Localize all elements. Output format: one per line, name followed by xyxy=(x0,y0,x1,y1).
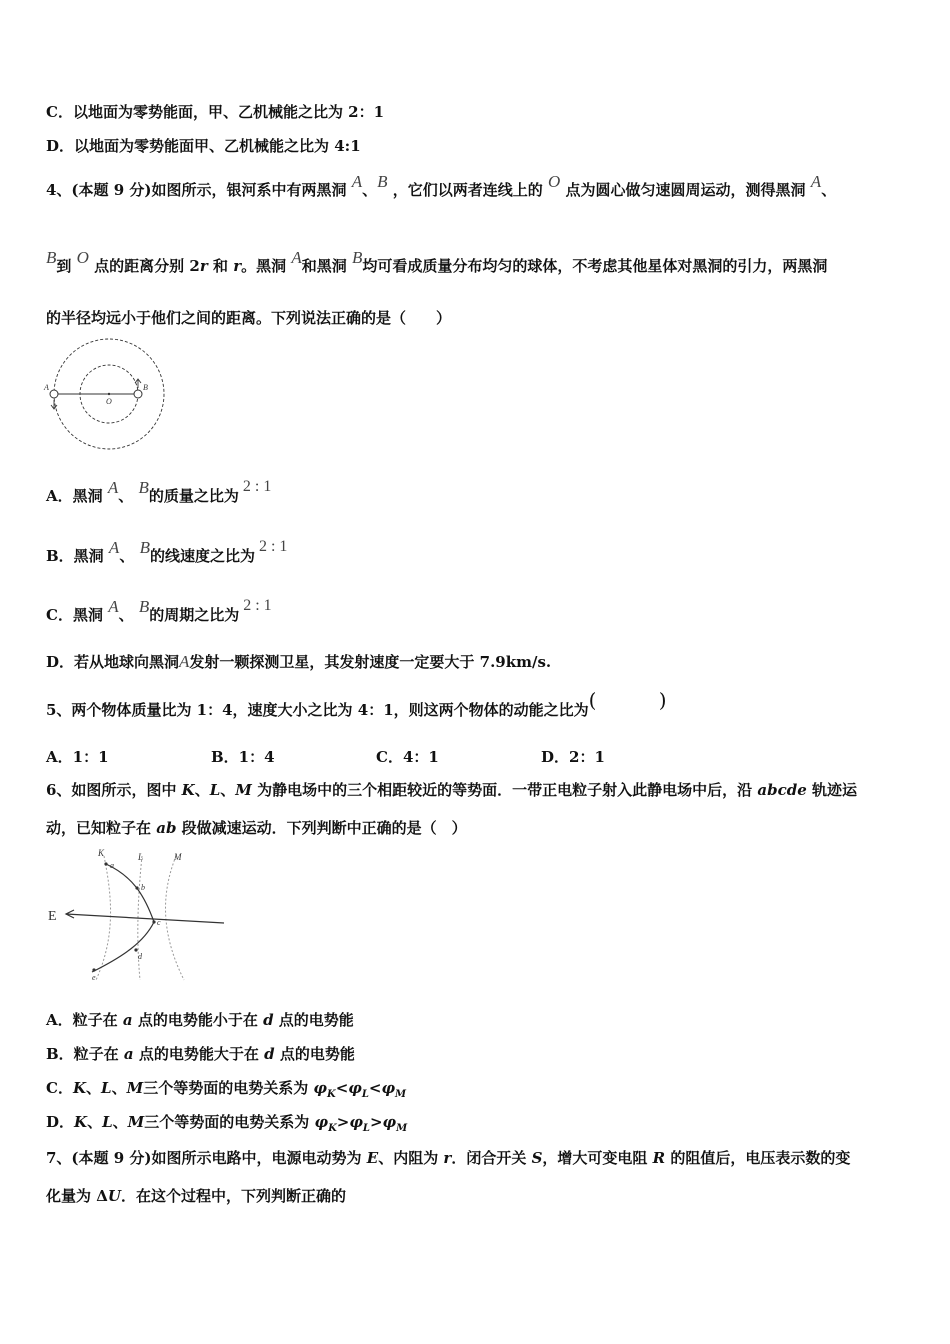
surface-k xyxy=(96,856,111,980)
label-d: d xyxy=(138,952,142,961)
q4-stem-line2: B到 O 点的距离分别 2r 和 r。黑洞 A和黑洞 B均可看成质量分布均匀的球体，不考虑其他星体对黑洞的引力，两黑洞 xyxy=(46,248,828,275)
label-e-field: E xyxy=(48,909,57,924)
label-e: e xyxy=(92,973,96,982)
label-a: a xyxy=(110,861,114,870)
label-o: O xyxy=(106,397,112,406)
point-e xyxy=(92,968,95,971)
arrow-a xyxy=(51,400,57,409)
label-b: B xyxy=(143,383,148,392)
q7-stem-line1: 7、(本题 9 分)如图所示电路中，电源电动势为 E、内阻为 r．闭合开关 S，增大可变电阻 R 的阻值后，电压表示数的变 xyxy=(46,1149,851,1167)
q6-stem-line1: 6、如图所示，图中 K、L、M 为静电场中的三个相距较近的等势面．一带正电粒子射入此静电场中后，沿 abcde 轨迹运 xyxy=(46,781,857,799)
q5-option-a: A．1：1 xyxy=(46,748,109,766)
q4-stem-line3: 的半径均远小于他们之间的距离。下列说法正确的是（ ） xyxy=(46,309,452,327)
q4-option-a: A．黑洞 A、 B的质量之比为2 : 1 xyxy=(46,478,272,505)
point-b xyxy=(135,886,138,889)
q5-option-c: C．4：1 xyxy=(376,748,439,766)
center-o xyxy=(108,393,110,395)
label-c: c xyxy=(157,918,161,927)
q4-orbit-figure xyxy=(40,336,174,452)
q3-option-c: C．以地面为零势能面，甲、乙机械能之比为 2：1 xyxy=(46,103,385,121)
black-hole-a xyxy=(50,390,58,398)
field-line xyxy=(66,914,224,923)
label-k: K xyxy=(98,848,105,858)
q5-option-b: B．1：4 xyxy=(211,748,275,766)
surface-m xyxy=(166,856,184,980)
q4-stem-line1: 4、(本题 9 分)如图所示，银河系中有两黑洞 A、B ，它们以两者连线上的 O 点为圆心做匀速圆周运动，测得黑洞 A、 xyxy=(46,172,837,199)
black-hole-b xyxy=(134,390,142,398)
label-l: L xyxy=(138,852,144,862)
label-b: b xyxy=(141,883,145,892)
q6-equipotential-figure xyxy=(44,846,230,986)
q4-option-b: B．黑洞 A、 B的线速度之比为2 : 1 xyxy=(46,538,288,565)
point-c xyxy=(152,920,155,923)
label-a: A xyxy=(44,383,49,392)
q5-stem: 5、两个物体质量比为 1：4，速度大小之比为 4：1，则这两个物体的动能之比为( ) xyxy=(46,688,695,719)
q7-stem-line2: 化量为 ΔU．在这个过程中，下列判断正确的 xyxy=(46,1187,346,1205)
q4-option-c: C．黑洞 A、 B的周期之比为2 : 1 xyxy=(46,597,272,624)
q6-option-a: A．粒子在 a 点的电势能小于在 d 点的电势能 xyxy=(46,1011,354,1029)
q6-option-d: D．K、L、M三个等势面的电势关系为 $\varphi_K>\varphi_L>\varphi_M$ xyxy=(46,1113,408,1134)
label-m: M xyxy=(174,852,182,862)
q6-stem-line2: 动，已知粒子在 ab 段做减速运动．下列判断中正确的是（ ） xyxy=(46,819,467,837)
q6-option-b: B．粒子在 a 点的电势能大于在 d 点的电势能 xyxy=(46,1045,355,1063)
point-a xyxy=(104,862,107,865)
q6-option-c: C．K、L、M三个等势面的电势关系为 $\varphi_K<\varphi_L<\varphi_M$ xyxy=(46,1079,407,1100)
q4-option-d: D．若从地球向黑洞A发射一颗探测卫星，其发射速度一定要大于 7.9km/s. xyxy=(46,652,552,671)
q3-option-d: D．以地面为零势能面甲、乙机械能之比为 4:1 xyxy=(46,137,361,155)
q5-option-d: D．2：1 xyxy=(541,748,605,766)
